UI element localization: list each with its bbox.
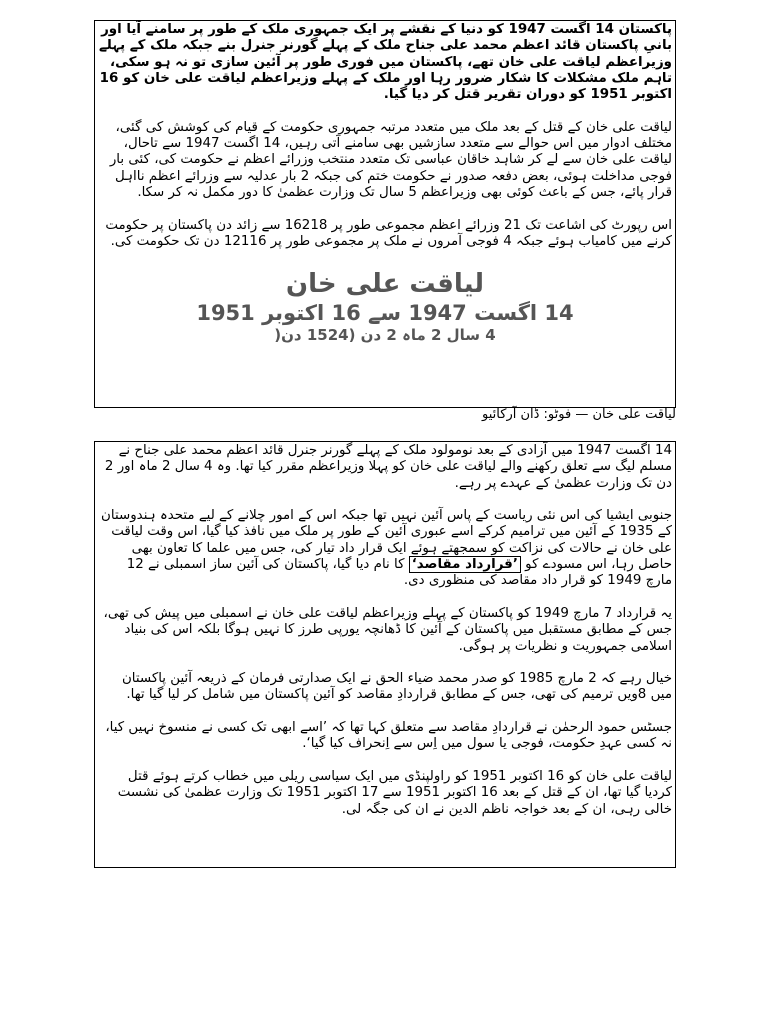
text-run: کا نام دیا گیا، پاکستان کی آئین ساز اسمبلی نے 12 مارچ 1949 کو قرار داد مقاصد کی منظوری دی. bbox=[126, 557, 672, 589]
body-paragraph: خیال رہے کہ 2 مارچ 1985 کو صدر محمد ضیاء الحق نے ایک صدارتی فرمان کے ذریعہ آئین پاکستان میں 8ویں ترمیم کی تھی، جس کے مطابق قراردادِ مقاصد کو آئین پاکستان میں شامل کر لیا گیا تھا. bbox=[121, 671, 672, 703]
photo-caption: لیاقت علی خان — فوٹو: ڈان آرکائیو bbox=[482, 407, 676, 422]
pm-profile-card bbox=[98, 268, 672, 344]
pm-term-dates: 14 اگست 1947 سے 16 اکتوبر 1951 bbox=[196, 301, 574, 326]
body-paragraph: لیاقت علی خان کو 16 اکتوبر 1951 کو راولپنڈی میں ایک سیاسی ریلی میں خطاب کرتے ہوئے قتل کردیا گیا تھا، ان کے قتل کے بعد 16 اکتوبر 1951 سے 17 اکتوبر 1951 تک وزارت عظمیٰ کی نشست خالی رہی، ان کے بعد خواجہ ناظم الدین نے ان کی جگہ لی. bbox=[117, 768, 672, 817]
intro-paragraph: پاکستان 14 اگست 1947 کو دنیا کے نقشے پر ایک جمہوری ملک کے طور پر سامنے آیا اور بانیِ پاکستان قائد اعظم محمد علی جناح ملک کے پہلے گورنر جنرل بنے جبکہ ملک کے پہلے وزیراعظم لیاقت علی خان تھے، پاکستان میں فوری طور پر آئین سازی تو نہ ہو سکی، تاہم ملک مشکلات کا شکار ضرور رہا اور ملک کے پہلے وزیراعظم لیاقت علی خان کو 16 اکتوبر 1951 کو دوران تقریر قتل کر دیا گیا. bbox=[98, 22, 672, 103]
article-box-intro bbox=[94, 20, 676, 408]
pm-name: لیاقت علی خان bbox=[285, 269, 485, 300]
body-paragraph: 14 اگست 1947 میں آزادی کے بعد نومولود ملک کے پہلے گورنر جنرل قائد اعظم محمد علی جناح نے مسلم لیگ سے تعلق رکھنے والے لیاقت علی خان کو پہلا وزیراعظم مقرر کیا تھا. وہ 4 سال 2 ماہ اور 2 دن تک وزارت عظمیٰ کے عہدے پر رہے. bbox=[104, 443, 672, 491]
objectives-resolution-highlight: ’قرارداد مقاصد‘ bbox=[409, 556, 521, 573]
article-box-details bbox=[94, 441, 676, 868]
body-paragraph: جسٹس حمود الرحمٰن نے قراردادِ مقاصد سے متعلق کہا تھا کہ ’اسے ابھی تک کسی نے منسوخ نہیں کیا، نہ کسی عہدِ حکومت، فوجی یا سول میں اِس سے اِنحراف کیا گیا‘. bbox=[105, 720, 672, 752]
body-paragraph: یہ قرارداد 7 مارچ 1949 کو پاکستان کے پہلے وزیراعظم لیاقت علی خان نے اسمبلی میں پیش کی تھی، جس کے مطابق مستقبل میں پاکستان کے آئین کا ڈھانچہ یورپی طرز کا نہیں ہوگا بلکہ اس کی بنیاد اسلامی جمہوریت و نظریات پر ہوگی. bbox=[103, 605, 672, 654]
text-run: جنوبی ایشیا کی اس نئی ریاست کے پاس آئین نہیں تھا جبکہ اس کے امور چلانے کے لیے متحدہ ہندوستان کے 1935 کے آئین میں ترامیم کرکے اسے عبوری آئین کے طور پر ملک میں نافذ کیا گیا، اس وقت لیاقت علی خان نے حالات کی نزاکت کو سمجھتے ہوئے ایک قرار داد تیار کی، جس میں علما کا تعاون بھی حاصل رہا، اس مسودے کو bbox=[101, 508, 672, 573]
body-paragraph: لیاقت علی خان کے قتل کے بعد ملک میں متعدد مرتبہ جمہوری حکومت کے قیام کی کوشش کی گئی، مختلف ادوار میں اس حوالے سے متعدد سازشیں بھی سامنے آتی رہیں، 14 اگست 1947 سے تاحال، لیاقت علی خان سے لے کر شاہد خاقان عباسی تک متعدد منتخب وزرائے اعظم نے حکومت کی، کئی بار فوجی مداخلت ہوئی، بعض دفعہ صدور نے حکومت ختم کی جبکہ 2 بار عدلیہ سے وزرائے اعظم نااہل قرار پائے، جس کے باعث کوئی بھی وزیراعظم 5 سال تک وزارت عظمیٰ کا دور مکمل نہ کر سکا. bbox=[109, 119, 672, 200]
body-paragraph: اس رپورٹ کی اشاعت تک 21 وزرائے اعظم مجموعی طور پر 16218 سے زائد دن پاکستان پر حکومت کرنے میں کامیاب ہوئے جبکہ 4 فوجی آمروں نے ملک پر مجموعی طور پر 12116 دن تک حکومت کی. bbox=[105, 217, 672, 249]
body-paragraph-objectives bbox=[98, 508, 672, 589]
pm-tenure: 4 سال 2 ماہ 2 دن (1524 دن( bbox=[274, 326, 496, 345]
